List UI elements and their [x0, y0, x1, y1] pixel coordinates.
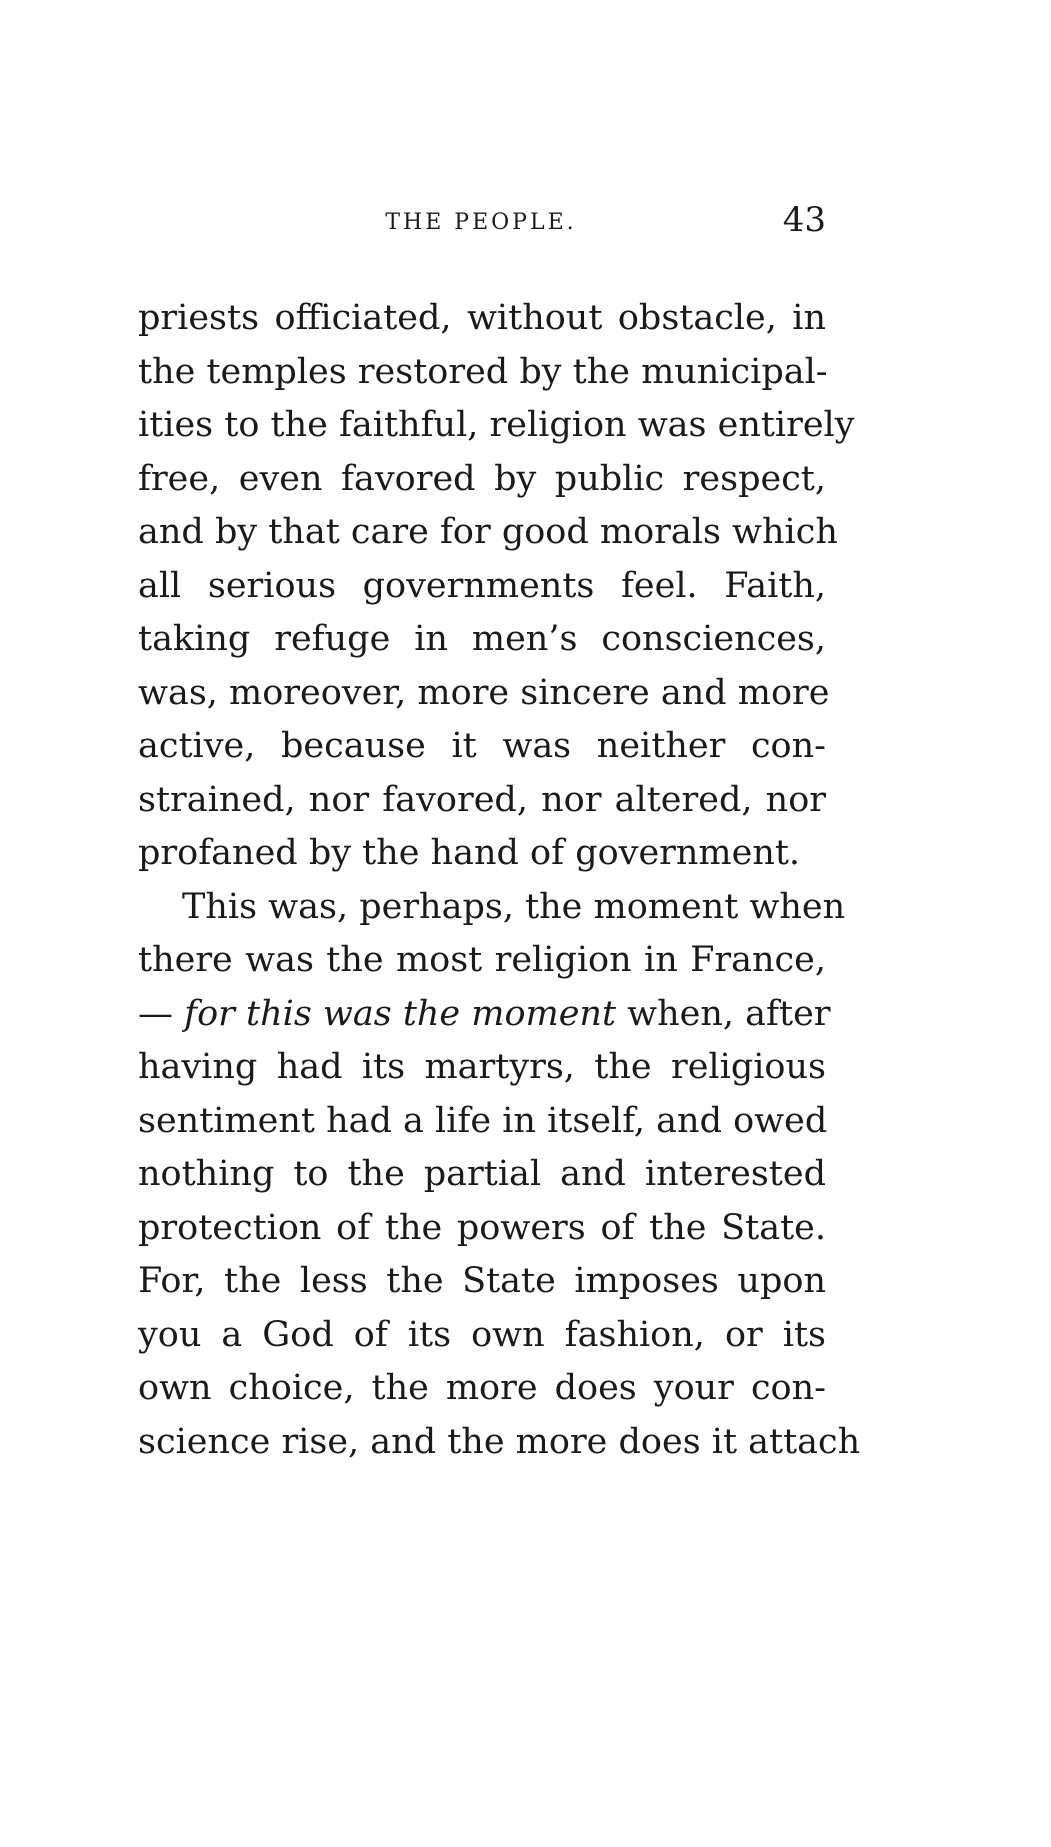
text-line: and by that care for good morals which [138, 512, 838, 552]
text-line: all serious governments feel. Faith, [138, 565, 826, 606]
text-line: the temples restored by the municipal- [138, 351, 828, 392]
text-line-mixed [138, 988, 831, 1042]
text-line: you a God of its own fashion, or its [138, 1314, 826, 1355]
line-rest: when, after [616, 993, 831, 1034]
text-line: own choice, the more does your con- [138, 1368, 826, 1408]
running-head [136, 200, 826, 250]
em-dash: — [138, 993, 185, 1034]
page-number: 43 [782, 200, 826, 240]
text-line: free, even favored by public respect, [138, 458, 826, 499]
text-line: science rise, and the more does it attach [138, 1421, 861, 1462]
text-line: profaned by the hand of government. [138, 833, 801, 873]
text-line: priests officiated, without obstacle, in [138, 298, 826, 338]
running-title: THE PEOPLE. [385, 210, 577, 235]
text-line: sentiment had a life in itself, and owed [138, 1100, 828, 1141]
text-line: ities to the faithful, religion was entirely [138, 405, 855, 445]
text-line: protection of the powers of the State. [138, 1207, 826, 1248]
text-line: active, because it was neither con- [138, 726, 826, 766]
text-line: For, the less the State imposes upon [138, 1261, 826, 1301]
italic-phrase: for this was the moment [184, 993, 617, 1034]
text-line: This was, perhaps, the moment when [182, 886, 846, 927]
text-line: strained, nor favored, nor altered, nor [138, 779, 826, 820]
text-line: there was the most religion in France, [138, 940, 826, 980]
text-line: was, moreover, more sincere and more [138, 672, 830, 713]
text-line: taking refuge in men’s consciences, [138, 619, 826, 659]
text-line: having had its martyrs, the religious [138, 1047, 826, 1087]
text-line: nothing to the partial and interested [138, 1154, 826, 1194]
body-text [138, 292, 861, 1469]
